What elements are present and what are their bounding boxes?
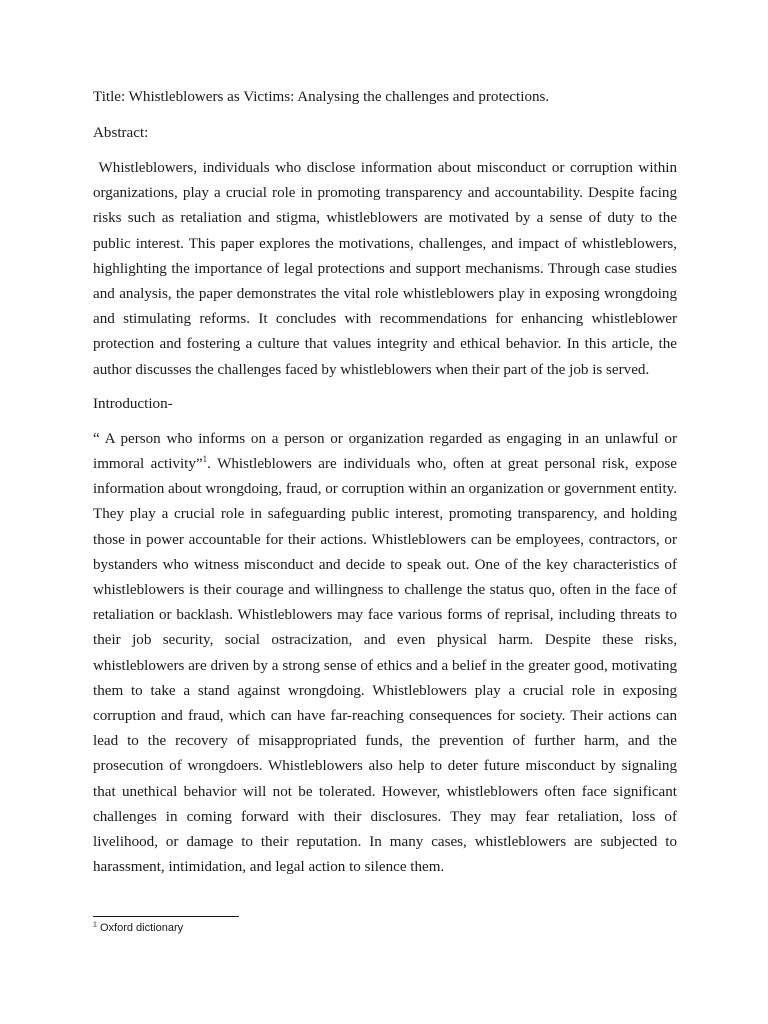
introduction-heading: Introduction- [93,395,173,412]
introduction-text: . Whistleblowers are individuals who, often at great personal risk, expose information about wrongdoing, fraud, or corruption within an organization or government entity. They play a crucial role in safeguarding public interest, promoting transparency, and holding those in power accountable for their actions. Whistleblowers can be employees, contractors, or bystanders who witness misconduct and decide to speak out. One of the key characteristics of whistleblowers is their courage and willingness to challenge the status quo, often in the face of retaliation or backlash. Whistleblowers may face various forms of reprisal, including threats to their job security, social ostracization, and even physical harm. Despite these risks, whistleblowers are driven by a strong sense of ethics and a belief in the greater good, motivating them to take a stand against wrongdoing. Whistleblowers play a crucial role in exposing corruption and fraud, which can have far-reaching consequences for society. Their actions can lead to the recovery of misappropriated funds, the prevention of further harm, and the prosecution of wrongdoers. Whistleblowers also help to deter future misconduct by signaling that unethical behavior will not be tolerated. However, whistleblowers often face significant challenges in coming forward with their disclosures. They may fear retaliation, loss of livelihood, or damage to their reputation. In many cases, whistleblowers are subjected to harassment, intimidation, and legal action to silence them. [93,456,677,876]
footnote [93,920,183,936]
document-body [93,86,677,890]
footnote-reference[interactable]: 1 [202,454,208,464]
document-title: Title: Whistleblowers as Victims: Analysing the challenges and protections. [93,89,550,105]
footnote-text: Oxford dictionary [99,922,184,934]
abstract-heading: Abstract: [93,125,149,141]
abstract-paragraph [93,156,677,383]
introduction-paragraph [93,427,677,881]
footnote-number: 1 [93,921,97,929]
footnote-separator [93,916,239,917]
introduction-quote: “ A person who informs on a person or organization regarded as engaging in an unlawful or immoral activity” [93,430,677,473]
abstract-text: Whistleblowers, individuals who disclose information about misconduct or corruption within organizations, play a crucial role in promoting transparency and accountability. Despite facing risks such as retaliation and stigma, whistleblowers are motivated by a sense of duty to the public interest. This paper explores the motivations, challenges, and impact of whistleblowers, highlighting the importance of legal protections and support mechanisms. Through case studies and analysis, the paper demonstrates the vital role whistleblowers play in exposing wrongdoing and stimulating reforms. It concludes with recommendations for enhancing whistleblower protection and fostering a culture that values integrity and ethical behavior. In this article, the author discusses the challenges faced by whistleblowers when their part of the job is served. [93,160,677,378]
